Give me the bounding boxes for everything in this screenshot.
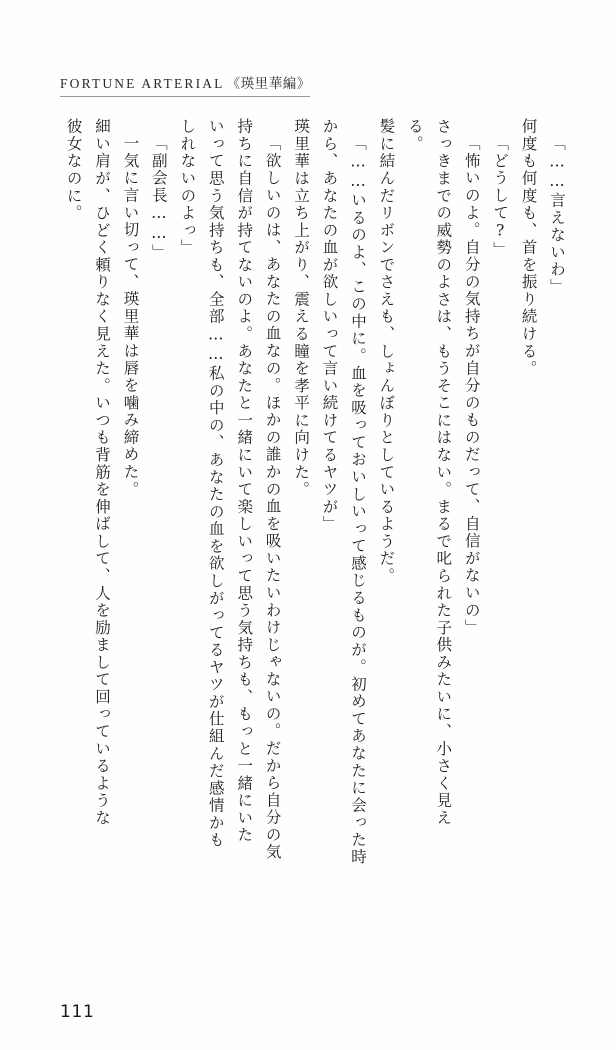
page-number: 111: [60, 1002, 95, 1022]
body-text-line: いって思う気持ちも、全部……私の中の、あなたの血を欲しがってるヤツが仕組んだ感情かも: [206, 118, 225, 849]
body-text-line: から、あなたの血が欲しいって言い続けてるヤツが」: [320, 118, 339, 533]
body-text-line: 彼女なのに。: [64, 118, 83, 222]
body-text-line: 何度も何度も、首を振り続ける。: [519, 118, 538, 378]
body-text-line: 「……言えないわ」: [548, 135, 566, 296]
body-text-line: 「欲しいのは、あなたの血なの。ほかの誰かの血を吸いたいわけじゃないの。だから自分の気: [263, 135, 282, 861]
body-text-line: 瑛里華は立ち上がり、震える瞳を孝平に向けた。: [292, 118, 311, 499]
body-text-line: 細い肩が、ひどく頼りなく見えた。いつも背筋を伸ばして、人を励まして回っているような: [93, 118, 111, 827]
body-text-line: 「副会長……」: [149, 135, 168, 261]
body-text-line: 持ちに自信が持てないのよ。あなたと一緒にいて楽しいって思う気持ちも、もっと一緒にいた: [235, 118, 254, 844]
running-head: [60, 72, 556, 94]
body-text-line: る。: [405, 118, 424, 153]
body-text-line: 「……いるのよ、この中に。血を吸っておいしいって感じるものが。初めてあなたに会った時: [348, 135, 367, 866]
body-text-line: 髪に結んだリボンでさえも、しょんぼりとしているようだ。: [377, 118, 396, 585]
body-text-line: さっきまでの威勢のよさは、もうそこにはない。まるで叱られた子供みたいに、小さく見え: [434, 118, 453, 827]
body-text-line: しれないのよっ」: [178, 118, 197, 257]
body-text-line: 「怖いのよ。自分の気持ちが自分のものだって、自信がないの」: [462, 135, 481, 637]
body-text-line: 「どうして?」: [491, 135, 510, 259]
body-text-line: 一気に言い切って、瑛里華は唇を噛み締めた。: [121, 135, 140, 498]
running-head-volume-title: 《瑛里華編》: [226, 76, 311, 92]
running-head-series-title: FORTUNE ARTERIAL: [60, 76, 225, 91]
running-head-rule: [60, 96, 310, 97]
body-text-columns: [52, 118, 564, 988]
